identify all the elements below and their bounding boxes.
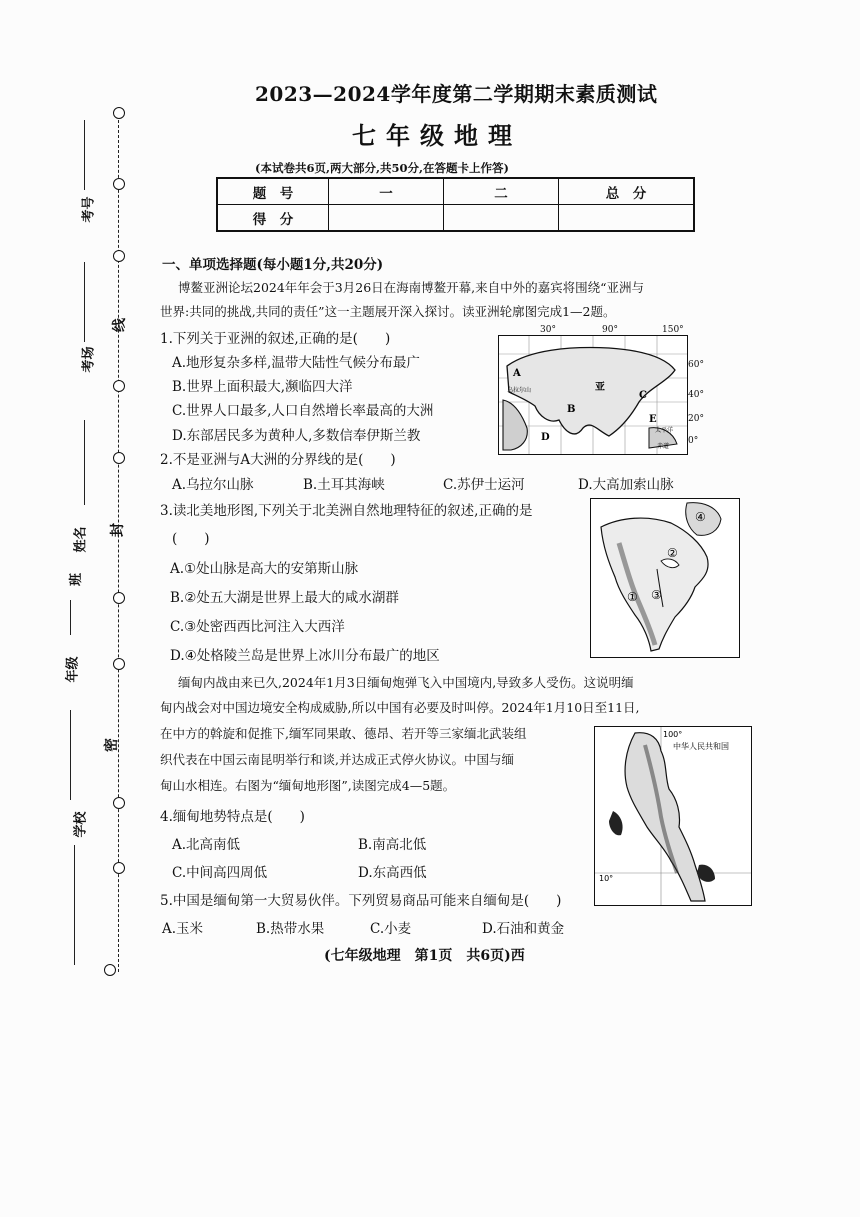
- asia-map-right-label: 60°: [688, 360, 704, 370]
- map-letter-c: C: [639, 390, 647, 401]
- name-label: 姓名: [73, 526, 89, 553]
- asia-map-right-label: 40°: [688, 390, 704, 400]
- score-table-header-total: 总 分: [559, 178, 695, 205]
- exam-title: 2023—2024学年度第二学期期末素质测试: [255, 82, 658, 106]
- binding-dashed-line: [118, 110, 119, 972]
- question-2-option-b: B.土耳其海峡: [303, 477, 385, 493]
- binding-hole: [113, 107, 125, 119]
- exam-note: (本试卷共6页,两大部分,共50分,在答题卡上作答): [255, 161, 509, 175]
- seal-mark-seal: 封: [110, 523, 126, 537]
- binding-hole: [113, 452, 125, 464]
- question-2-option-c: C.苏伊士运河: [443, 477, 525, 493]
- map-letter-e: E: [649, 414, 657, 425]
- map-mark-3: ③: [651, 588, 662, 602]
- score-cell: [444, 205, 559, 232]
- map-tag-pacific: 太平洋: [655, 427, 674, 434]
- question-3-option-d: D.④处格陵兰岛是世界上冰川分布最广的地区: [170, 648, 440, 664]
- question-1-option-c: C.世界人口最多,人口自然增长率最高的大洲: [172, 403, 434, 419]
- score-table-header-part1: 一: [329, 178, 444, 205]
- school-label: 学校: [73, 811, 89, 838]
- myanmar-passage-line: 在中方的斡旋和促推下,缅军同果敢、德昂、若开等三家缅北武装组: [160, 726, 527, 741]
- question-5-option-d: D.石油和黄金: [482, 921, 565, 937]
- intro-line: 世界:共同的挑战,共同的责任”这一主题展开深入探讨。读亚洲轮廓图完成1—2题。: [160, 304, 616, 319]
- asia-map-right-label: 20°: [688, 414, 704, 424]
- map-mark-4: ④: [695, 510, 706, 524]
- myanmar-terrain-map: [594, 726, 752, 906]
- map-tag-equator: 赤道: [657, 443, 670, 450]
- map-letter-asia: 亚: [595, 382, 605, 393]
- asia-map-top-label: 90°: [602, 325, 618, 335]
- map-letter-b: B: [567, 404, 576, 415]
- score-table-score-label: 得 分: [217, 205, 329, 232]
- myanmar-map-graphic: [595, 727, 751, 905]
- map-letter-d: D: [541, 432, 550, 443]
- question-3-paren: ( ): [172, 531, 210, 547]
- myanmar-passage-line: 织代表在中国云南昆明举行和谈,并达成正式停火协议。中国与缅: [160, 752, 514, 767]
- exam-subject-title: 七年级地理: [352, 121, 522, 150]
- question-4-option-a: A.北高南低: [172, 837, 241, 853]
- question-1-option-d: D.东部居民多为黄种人,多数信奉伊斯兰教: [172, 428, 421, 444]
- map-letter-a: A: [513, 368, 521, 379]
- binding-hole: [113, 250, 125, 262]
- myanmar-map-country-label: 中华人民共和国: [673, 742, 729, 751]
- score-table-header-part2: 二: [444, 178, 559, 205]
- score-cell: [559, 205, 695, 232]
- question-5-stem: 5.中国是缅甸第一大贸易伙伴。下列贸易商品可能来自缅甸是( ): [160, 893, 562, 909]
- myanmar-map-lat-label: 10°: [599, 874, 614, 883]
- question-3-stem: 3.读北美地形图,下列关于北美洲自然地理特征的叙述,正确的是: [160, 503, 533, 519]
- exam-room-label: 考场: [81, 346, 97, 373]
- binding-hole: [113, 658, 125, 670]
- map-tag-ural: 乌拉尔山: [507, 387, 532, 394]
- question-5-option-c: C.小麦: [370, 921, 412, 937]
- question-1-option-b: B.世界上面积最大,濒临四大洋: [172, 379, 353, 395]
- binding-hole: [113, 178, 125, 190]
- asia-map-top-label: 30°: [540, 325, 556, 335]
- question-4-stem: 4.缅甸地势特点是( ): [160, 809, 305, 825]
- name-line: [84, 420, 85, 505]
- seal-mark-secret: 密: [104, 738, 120, 752]
- question-3-option-c: C.③处密西西比河注入大西洋: [170, 619, 345, 635]
- section-heading: 一、单项选择题(每小题1分,共20分): [162, 257, 384, 273]
- page-footer: (七年级地理 第1页 共6页)西: [324, 948, 525, 964]
- question-2-stem: 2.不是亚洲与A大洲的分界线的是( ): [160, 452, 396, 468]
- myanmar-passage-line: 甸山水相连。右图为“缅甸地形图”,读图完成4—5题。: [160, 778, 456, 793]
- myanmar-passage-line: 甸内战会对中国边境安全构成威胁,所以中国有必要及时叫停。2024年1月10日至11日,: [160, 700, 640, 715]
- question-5-option-a: A.玉米: [162, 921, 204, 937]
- score-table: [216, 177, 695, 232]
- question-3-option-a: A.①处山脉是高大的安第斯山脉: [170, 561, 359, 577]
- question-4-option-c: C.中间高四周低: [172, 865, 268, 881]
- intro-line: 博鳌亚洲论坛2024年年会于3月26日在海南博鳌开幕,来自中外的嘉宾将围绕“亚洲与: [178, 280, 645, 295]
- binding-hole: [104, 964, 116, 976]
- binding-hole: [113, 592, 125, 604]
- binding-hole: [113, 797, 125, 809]
- binding-hole: [113, 380, 125, 392]
- asia-map-top-label: 150°: [662, 325, 684, 335]
- asia-outline-map: [498, 335, 688, 455]
- myanmar-passage-line: 缅甸内战由来已久,2024年1月3日缅甸炮弹飞入中国境内,导致多人受伤。这说明缅: [178, 675, 634, 690]
- question-3-option-b: B.②处五大湖是世界上最大的咸水湖群: [170, 590, 399, 606]
- score-table-header-question: 题 号: [217, 178, 329, 205]
- seal-mark-line: 线: [112, 318, 128, 332]
- question-4-option-d: D.东高西低: [358, 865, 427, 881]
- asia-map-graphic: [499, 336, 687, 454]
- question-1-option-a: A.地形复杂多样,温带大陆性气候分布最广: [172, 355, 420, 371]
- grade-label: 年级: [65, 656, 81, 683]
- class-label: 班: [69, 572, 85, 587]
- class-line: [70, 600, 71, 635]
- question-2-option-a: A.乌拉尔山脉: [172, 477, 254, 493]
- exam-room-line: [84, 262, 85, 342]
- exam-number-line: [84, 120, 85, 190]
- asia-map-right-label: 0°: [688, 436, 699, 446]
- map-mark-1: ①: [627, 590, 638, 604]
- binding-hole: [113, 862, 125, 874]
- question-4-option-b: B.南高北低: [358, 837, 427, 853]
- map-mark-2: ②: [667, 546, 678, 560]
- question-2-option-d: D.大高加索山脉: [578, 477, 674, 493]
- score-cell: [329, 205, 444, 232]
- exam-number-label: 考号: [81, 196, 97, 223]
- question-5-option-b: B.热带水果: [256, 921, 325, 937]
- myanmar-map-lon-label: 100°: [663, 730, 683, 739]
- north-america-map-graphic: [591, 499, 739, 657]
- grade-line: [70, 710, 71, 800]
- north-america-terrain-map: [590, 498, 740, 658]
- question-1-stem: 1.下列关于亚洲的叙述,正确的是( ): [160, 331, 391, 347]
- school-line: [74, 845, 75, 965]
